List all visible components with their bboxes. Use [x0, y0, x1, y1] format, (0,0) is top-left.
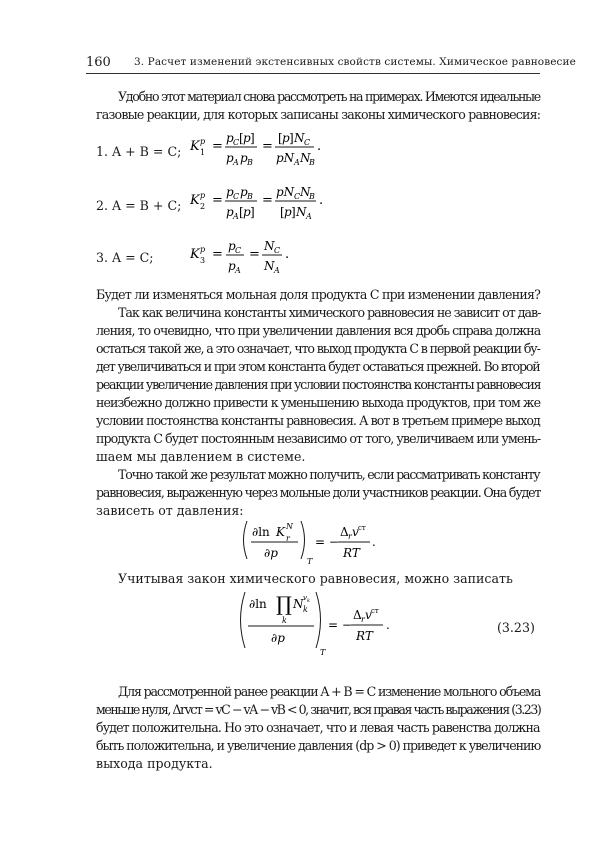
svg-text:K: K: [190, 193, 200, 208]
svg-text:.: .: [317, 139, 322, 154]
svg-text:[: [: [239, 131, 244, 145]
svg-text:p: p: [200, 137, 206, 146]
svg-text:]: ]: [291, 205, 296, 219]
svg-text:C: C: [233, 138, 240, 147]
svg-text:p: p: [226, 185, 234, 199]
svg-text:k: k: [303, 605, 308, 614]
svg-text:Δ: Δ: [340, 525, 349, 539]
equation-number: (3.23): [497, 620, 535, 635]
svg-text:p: p: [226, 205, 234, 219]
svg-text:K: K: [190, 247, 200, 262]
svg-text:p: p: [228, 259, 236, 273]
reaction-3-equation: [190, 236, 310, 282]
svg-text:N: N: [296, 205, 307, 219]
paragraph-1-line-1: Удобно этот материал снова рассмотреть на примерах. Имеются идеальные: [118, 89, 540, 104]
svg-text:p: p: [226, 151, 234, 165]
svg-text:pN: pN: [276, 185, 295, 199]
svg-text:B: B: [309, 158, 315, 167]
paragraph-2-line-8: условии постоянства константы равновесия. А вот в третьем примере выход: [96, 413, 540, 428]
svg-text:N: N: [300, 185, 311, 199]
svg-text:p: p: [284, 205, 292, 219]
svg-text:p: p: [200, 191, 206, 200]
svg-text:p: p: [282, 131, 290, 145]
svg-text:]: ]: [289, 131, 294, 145]
svg-text:N: N: [264, 259, 275, 273]
svg-text:[: [: [278, 131, 283, 145]
formula-dlnKN-dp: [240, 518, 400, 568]
svg-text:Δ: Δ: [353, 608, 362, 622]
paragraph-4-line-1: Учитывая закон химического равновесия, можно записать: [118, 571, 513, 586]
svg-text:C: C: [294, 192, 301, 201]
svg-text:ст: ст: [358, 524, 366, 532]
page-number: 160: [86, 55, 111, 70]
reaction-3-label: 3. A = C;: [96, 250, 154, 265]
svg-text:A: A: [235, 266, 241, 275]
paragraph-2-line-5: дет увеличиваться и при этом константа будет оставаться прежней. Во второй: [96, 359, 540, 374]
svg-text:= −: = −: [315, 535, 339, 549]
svg-text:B: B: [309, 192, 315, 201]
svg-text:=: =: [212, 247, 223, 262]
svg-text:]: ]: [250, 131, 255, 145]
svg-text:T: T: [320, 648, 326, 657]
reaction-2-equation: [190, 182, 370, 228]
svg-text:K: K: [276, 525, 285, 539]
svg-text:.: .: [386, 618, 390, 632]
paragraph-2-line-3: ления, то очевидно, что при увеличении давления вся дробь справа должна: [96, 323, 541, 338]
svg-text:RT: RT: [343, 546, 360, 560]
svg-text:N: N: [300, 151, 311, 165]
svg-text:p: p: [240, 151, 248, 165]
paragraph-2-line-10: шаем мы давлением в системе.: [96, 449, 306, 464]
svg-text:C: C: [235, 246, 242, 255]
svg-text:v: v: [365, 608, 372, 622]
svg-text:[: [: [239, 205, 244, 219]
svg-text:B: B: [247, 192, 253, 201]
paragraph-2-line-4: остаться такой же, а это означает, что выход продукта C в первой реакции бу-: [96, 341, 540, 356]
svg-text:∏: ∏: [276, 592, 292, 616]
svg-text:A: A: [294, 158, 300, 167]
reaction-1-equation: [190, 128, 370, 174]
svg-text:∂p: ∂p: [271, 631, 285, 645]
svg-text:=: =: [262, 139, 273, 154]
svg-text:v: v: [303, 594, 307, 602]
svg-text:B: B: [247, 158, 253, 167]
svg-text:1: 1: [200, 148, 206, 157]
svg-text:p: p: [226, 131, 234, 145]
svg-text:[: [: [280, 205, 285, 219]
svg-text:p: p: [200, 245, 206, 254]
svg-text:∂p: ∂p: [264, 546, 278, 560]
svg-text:k: k: [282, 616, 287, 625]
svg-text:C: C: [304, 138, 311, 147]
svg-text:3: 3: [200, 256, 206, 265]
svg-text:K: K: [190, 139, 200, 154]
svg-text:∂ln: ∂ln: [249, 597, 267, 611]
paragraph-3-line-3: зависеть от давления:: [96, 503, 244, 518]
paragraph-5-line-1: Для рассмотренной ранее реакции A + B = C изменение мольного объема: [118, 684, 541, 699]
svg-text:r: r: [361, 615, 365, 624]
svg-text:r: r: [286, 534, 290, 543]
running-header: [86, 55, 576, 73]
running-head-title: 3. Расчет изменений экстенсивных свойств системы. Химическое равновесие: [134, 56, 576, 68]
paragraph-2-line-1: Будет ли изменяться мольная доля продукта C при изменении давления?: [96, 287, 541, 302]
svg-text:=: =: [262, 193, 273, 208]
paragraph-5-line-4: быть положительна, и увеличение давления (dp > 0) приведет к увеличению: [96, 738, 541, 753]
svg-text:v: v: [352, 525, 359, 539]
svg-text:p: p: [240, 185, 248, 199]
svg-text:p: p: [243, 131, 251, 145]
paragraph-5-line-3: будет положительна. Но это означает, что и левая часть равенства должна: [96, 720, 540, 735]
svg-text:=: =: [212, 139, 223, 154]
paragraph-2-line-7: неизбежно должно привести к уменьшению выхода продуктов, при том же: [96, 395, 541, 410]
svg-text:=: =: [212, 193, 223, 208]
svg-text:2: 2: [200, 202, 206, 211]
svg-text:= −: = −: [328, 618, 352, 632]
paragraph-3-line-1: Точно такой же результат можно получить, если рассматривать константу: [118, 467, 540, 482]
svg-text:N: N: [294, 131, 305, 145]
svg-text:N: N: [264, 239, 275, 253]
svg-text:pN: pN: [276, 151, 295, 165]
paragraph-3-line-2: равновесия, выраженную через мольные доли участников реакции. Она будет: [96, 485, 541, 500]
paragraph-5-line-5: выхода продукта.: [96, 756, 213, 771]
svg-text:ст: ст: [371, 607, 379, 615]
paragraph-2-line-6: реакции увеличение давления при условии постоянства константы равновесия: [96, 377, 541, 392]
svg-text:N: N: [286, 522, 293, 531]
svg-text:C: C: [274, 246, 281, 255]
svg-text:.: .: [372, 535, 376, 549]
svg-text:r: r: [348, 532, 352, 541]
svg-text:∂ln: ∂ln: [252, 525, 270, 539]
svg-text:C: C: [233, 192, 240, 201]
paragraph-5-line-2: меньше нуля, Δrvст = vC − vA − vB < 0, значит, вся правая часть выражения (3.23): [96, 702, 541, 717]
svg-text:A: A: [233, 158, 239, 167]
svg-text:A: A: [274, 266, 280, 275]
header-rule: [86, 73, 540, 74]
paragraph-2-line-2: Так как величина константы химического равновесия не зависит от дав-: [118, 305, 541, 320]
svg-text:.: .: [319, 193, 324, 208]
svg-text:]: ]: [250, 205, 255, 219]
paragraph-2-line-9: продукта C будет постоянным независимо от того, увеличиваем или умень-: [96, 431, 541, 446]
svg-text:N: N: [293, 597, 304, 611]
reaction-2-label: 2. A = B + C;: [96, 198, 182, 213]
formula-dln-prod-Nk-dp: [236, 588, 406, 660]
svg-text:p: p: [243, 205, 251, 219]
svg-text:k: k: [307, 598, 311, 604]
svg-text:p: p: [228, 239, 236, 253]
svg-text:=: =: [249, 247, 260, 262]
svg-text:T: T: [307, 557, 313, 566]
svg-text:A: A: [306, 212, 312, 221]
paragraph-1-line-2: газовые реакции, для которых записаны законы химического равновесия:: [96, 107, 541, 122]
svg-text:.: .: [285, 247, 290, 262]
reaction-1-label: 1. A + B = C;: [96, 144, 182, 159]
svg-text:A: A: [233, 212, 239, 221]
svg-text:RT: RT: [356, 629, 373, 643]
